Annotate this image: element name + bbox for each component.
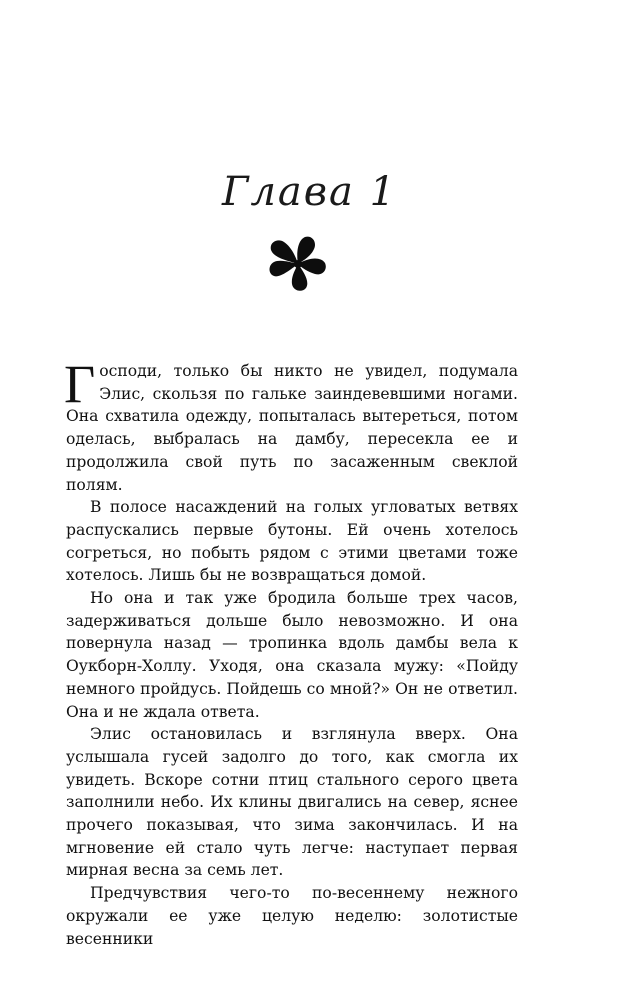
paragraph-5: Предчувствия чего-то по-весеннему нежного окружали ее уже целую неделю: золотистые весенники — [66, 884, 518, 948]
paragraph-4: Элис остановилась и взглянула вверх. Она услышала гусей задолго до того, как смогла их увидеть. Вскоре сотни птиц стального серого цвета заполнили небо. Их клины двигались на север, яснее прочего показывая, что зима закончилась. И на мгновение ей стало чуть легче: наступает первая мирная весна за семь лет. — [66, 725, 518, 880]
chapter-title: Глава 1 — [221, 169, 398, 215]
drop-cap: Г — [64, 354, 96, 414]
flower-ornament-icon — [268, 236, 328, 292]
paragraph-1 — [64, 354, 518, 496]
paragraph-1-text: осподи, только бы никто не увидел, подумала Элис, скользя по гальке заиндевевшими ногами. Она схватила одежду, попыталась вытереться, потом оделась, выбралась на дамбу, пересекла ее и продолжила свой путь по засаженным свеклой полям. — [66, 362, 518, 494]
paragraph-2: В полосе насаждений на голых угловатых ветвях распускались первые бутоны. Ей очень хотелось согреться, но побыть рядом с этими цветами тоже хотелось. Лишь бы не возвращаться домой. — [66, 498, 518, 585]
chapter-text — [64, 354, 518, 950]
paragraph-3: Но она и так уже бродила больше трех часов, задерживаться дольше было невозможно. И она повернула назад — тропинка вдоль дамбы вела к Оукборн-Холлу. Уходя, она сказала мужу: «Пойду немного пройдусь. Пойдешь со мной?» Он не ответил. Она и не ждала ответа. — [66, 589, 518, 721]
